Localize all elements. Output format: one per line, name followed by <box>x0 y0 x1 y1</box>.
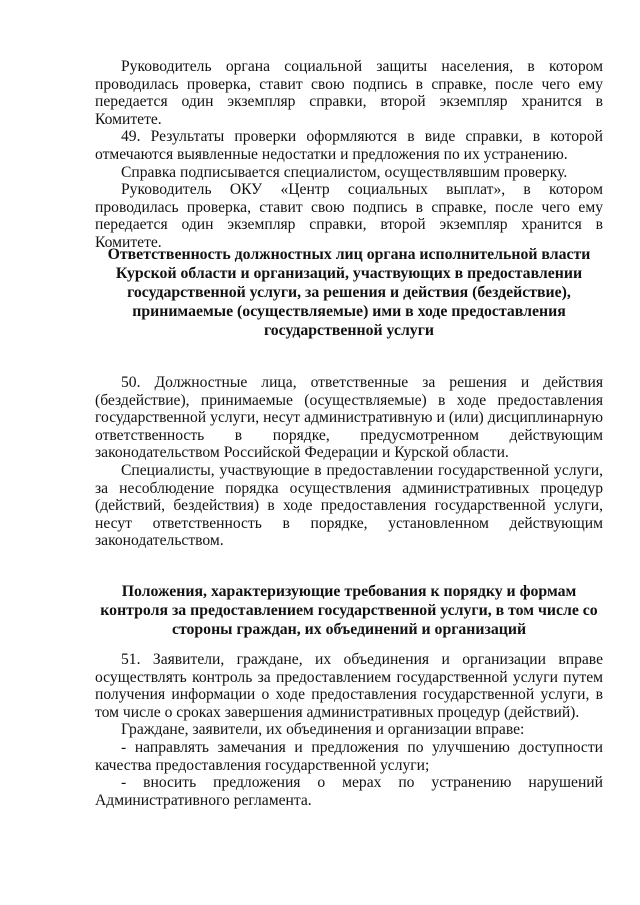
paragraph-rights-intro: Граждане, заявители, их объединения и организации вправе: <box>121 721 525 739</box>
paragraph-51: 51. Заявители, граждане, их объединения и организации вправе осуществлять контроль за предоставлением государственной услуги путем получения информации о ходе предоставления государственной услуги, в том числе о сроках завершения административных процедур (действий). <box>95 651 603 721</box>
paragraph-50: 50. Должностные лица, ответственные за решения и действия (бездействие), принимаемые (осуществляемые) в ходе предоставления государственной услуги, несут административную и (или) дисциплинарную ответственность в порядке, предусмотренном действующим законодательством Российской Федерации и Курской области. <box>95 374 603 462</box>
list-item-proposals: - вносить предложения о мерах по устранению нарушений Административного регламента. <box>95 774 603 809</box>
text-block-control <box>95 651 603 809</box>
section-heading-control: Положения, характеризующие требования к порядку и формам контроля за предоставлением государственной услуги, в том числе со стороны граждан, их объединений и организаций <box>100 583 598 638</box>
paragraph-head-signature: Руководитель органа социальной защиты населения, в котором проводилась проверка, ставит свою подпись в справке, после чего ему передается один экземпляр справки, второй экземпляр хранится в Комитете. <box>95 58 603 128</box>
paragraph-center-signature: Руководитель ОКУ «Центр социальных выплат», в котором проводилась проверка, ставит свою подпись в справке, после чего ему передается один экземпляр справки, второй экземпляр хранится в Комитете. <box>95 181 603 251</box>
text-block-responsibility <box>95 374 603 550</box>
paragraph-specialists-liability: Специалисты, участвующие в предоставлении государственной услуги, за несоблюдение порядка осуществления административных процедур (действий, бездействия) в ходе предоставления государственной услуги, несут ответственность в порядке, установленном действующим законодательством. <box>95 461 603 550</box>
list-item-remarks: - направлять замечания и предложения по улучшению доступности качества предоставления государственной услуги; <box>95 738 603 774</box>
paragraph-specialist-signature: Справка подписывается специалистом, осуществлявшим проверку. <box>121 163 568 181</box>
text-block-inspection <box>95 58 603 252</box>
section-heading-responsibility: Ответственность должностных лиц органа исполнительной власти Курской области и организаций, участвующих в предоставлении государственной услуги, за решения и действия (бездействие), принимаемые (осуществляемые) ими в ходе предоставления государственной услуги <box>107 246 591 339</box>
paragraph-49: 49. Результаты проверки оформляются в виде справки, в которой отмечаются выявленные недостатки и предложения по их устранению. <box>95 128 603 163</box>
